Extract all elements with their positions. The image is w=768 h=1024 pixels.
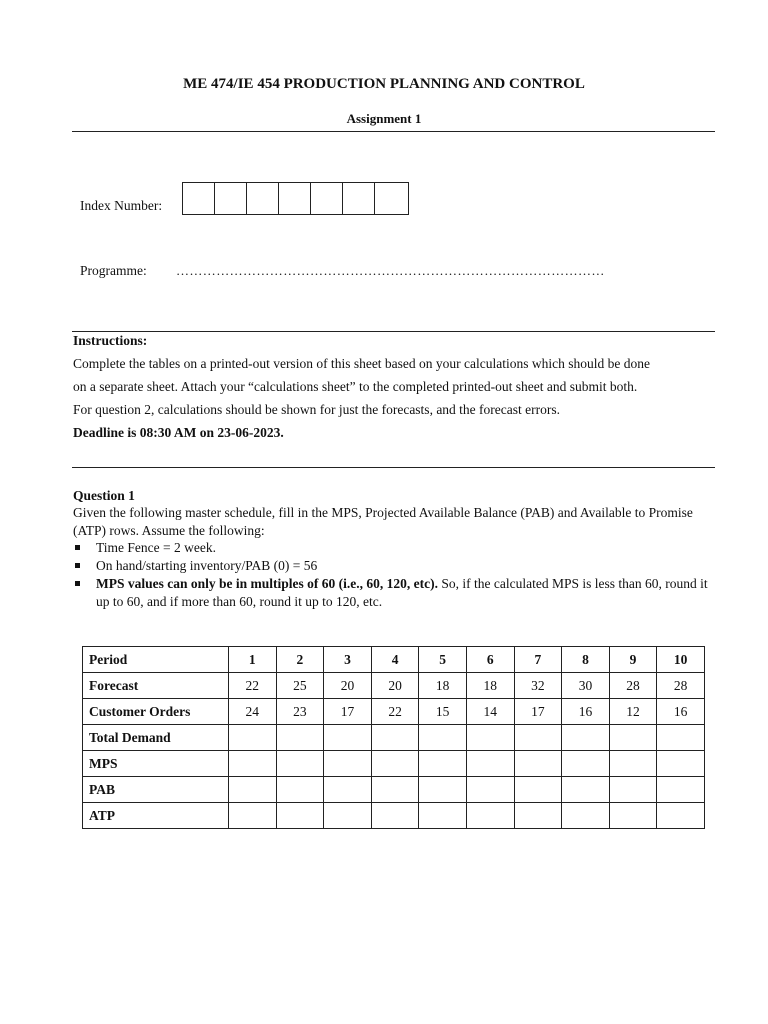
deadline-text: Deadline is 08:30 AM on 23-06-2023. <box>73 425 284 440</box>
mps-rule-bold: MPS values can only be in multiples of 60 (i.e., 60, 120, etc). <box>96 576 438 591</box>
mps-rule-detail: So, if the calculated MPS is less than 60, round it up to 60, and if more than 60, round it up to 120, etc. <box>96 576 708 609</box>
blank-answer-cell[interactable] <box>562 751 610 777</box>
table-cell: 6 <box>466 647 514 673</box>
assumption-item <box>73 575 718 611</box>
blank-answer-cell[interactable] <box>466 777 514 803</box>
index-digit-box[interactable] <box>311 183 343 214</box>
table-cell: 24 <box>229 699 277 725</box>
blank-answer-cell[interactable] <box>609 725 657 751</box>
blank-answer-cell[interactable] <box>419 751 467 777</box>
blank-answer-cell[interactable] <box>562 777 610 803</box>
blank-answer-cell[interactable] <box>324 751 372 777</box>
bullet-square-icon <box>75 563 80 568</box>
blank-answer-cell[interactable] <box>514 803 562 829</box>
blank-answer-cell[interactable] <box>276 725 324 751</box>
table-cell: 14 <box>466 699 514 725</box>
blank-answer-cell[interactable] <box>657 777 705 803</box>
table-row <box>83 647 705 673</box>
table-cell: 16 <box>657 699 705 725</box>
assumption-item: On hand/starting inventory/PAB (0) = 56 <box>73 557 718 575</box>
table-cell: 18 <box>419 673 467 699</box>
table-cell: 3 <box>324 647 372 673</box>
table-cell: 10 <box>657 647 705 673</box>
table-cell: 23 <box>276 699 324 725</box>
index-digit-box[interactable] <box>375 183 408 214</box>
blank-answer-cell[interactable] <box>229 777 277 803</box>
table-cell: 28 <box>657 673 705 699</box>
blank-answer-cell[interactable] <box>276 777 324 803</box>
table-cell: 15 <box>419 699 467 725</box>
bullet-square-icon <box>75 581 80 586</box>
blank-answer-cell[interactable] <box>657 751 705 777</box>
table-cell: 28 <box>609 673 657 699</box>
table-cell: 30 <box>562 673 610 699</box>
table-row <box>83 803 705 829</box>
table-cell: 18 <box>466 673 514 699</box>
blank-answer-cell[interactable] <box>229 751 277 777</box>
blank-answer-cell[interactable] <box>514 725 562 751</box>
blank-answer-cell[interactable] <box>324 725 372 751</box>
table-cell: 17 <box>514 699 562 725</box>
table-cell: 22 <box>229 673 277 699</box>
row-label: Customer Orders <box>83 699 229 725</box>
assumptions-list <box>73 539 718 611</box>
index-number-label: Index Number: <box>80 198 163 213</box>
blank-answer-cell[interactable] <box>514 751 562 777</box>
index-number-boxes <box>182 182 409 215</box>
instructions-line: For question 2, calculations should be shown for just the forecasts, and the forecast errors. <box>73 402 561 417</box>
table-cell: 22 <box>371 699 419 725</box>
table-cell: 5 <box>419 647 467 673</box>
table-cell: 7 <box>514 647 562 673</box>
table-cell: 8 <box>562 647 610 673</box>
blank-answer-cell[interactable] <box>371 777 419 803</box>
blank-answer-cell[interactable] <box>324 777 372 803</box>
table-row <box>83 751 705 777</box>
index-digit-box[interactable] <box>247 183 279 214</box>
blank-answer-cell[interactable] <box>371 751 419 777</box>
table-cell: 2 <box>276 647 324 673</box>
document-title: ME 474/IE 454 PRODUCTION PLANNING AND CONTROL <box>183 76 585 92</box>
table-cell: 25 <box>276 673 324 699</box>
blank-answer-cell[interactable] <box>419 803 467 829</box>
assignment-subtitle: Assignment 1 <box>346 111 422 126</box>
table-row <box>83 777 705 803</box>
blank-answer-cell[interactable] <box>609 777 657 803</box>
bullet-square-icon <box>75 545 80 550</box>
table-row <box>83 725 705 751</box>
blank-answer-cell[interactable] <box>229 725 277 751</box>
instructions-heading: Instructions: <box>73 333 148 348</box>
instructions-line: Complete the tables on a printed-out version of this sheet based on your calculations which should be done <box>73 356 650 371</box>
blank-answer-cell[interactable] <box>657 803 705 829</box>
question-1-intro: Given the following master schedule, fill in the MPS, Projected Available Balance (PAB) and Available to Promise (ATP) rows. Assume the following: <box>73 505 693 538</box>
row-label: ATP <box>83 803 229 829</box>
instructions-line: on a separate sheet. Attach your “calculations sheet” to the completed printed-out sheet and submit both. <box>73 379 638 394</box>
blank-answer-cell[interactable] <box>419 777 467 803</box>
header-divider <box>72 131 715 132</box>
programme-label: Programme: <box>80 263 147 278</box>
blank-answer-cell[interactable] <box>514 777 562 803</box>
table-cell: 4 <box>371 647 419 673</box>
table-cell: 20 <box>371 673 419 699</box>
blank-answer-cell[interactable] <box>562 803 610 829</box>
blank-answer-cell[interactable] <box>466 751 514 777</box>
instructions-top-divider <box>72 331 715 332</box>
blank-answer-cell[interactable] <box>371 725 419 751</box>
blank-answer-cell[interactable] <box>609 803 657 829</box>
blank-answer-cell[interactable] <box>229 803 277 829</box>
blank-answer-cell[interactable] <box>371 803 419 829</box>
index-digit-box[interactable] <box>183 183 215 214</box>
blank-answer-cell[interactable] <box>609 751 657 777</box>
blank-answer-cell[interactable] <box>466 725 514 751</box>
index-digit-box[interactable] <box>343 183 375 214</box>
table-cell: 17 <box>324 699 372 725</box>
assumption-item: Time Fence = 2 week. <box>73 539 718 557</box>
row-label: Forecast <box>83 673 229 699</box>
table-cell: 12 <box>609 699 657 725</box>
instructions-bottom-divider <box>72 467 715 468</box>
table-cell: 20 <box>324 673 372 699</box>
table-cell: 16 <box>562 699 610 725</box>
row-label: Period <box>83 647 229 673</box>
blank-answer-cell[interactable] <box>276 803 324 829</box>
table-cell: 32 <box>514 673 562 699</box>
programme-fill-line: …………………………………………………………………………………… <box>176 263 605 278</box>
blank-answer-cell[interactable] <box>562 725 610 751</box>
blank-answer-cell[interactable] <box>324 803 372 829</box>
row-label: Total Demand <box>83 725 229 751</box>
index-digit-box[interactable] <box>279 183 311 214</box>
blank-answer-cell[interactable] <box>419 725 467 751</box>
row-label: PAB <box>83 777 229 803</box>
blank-answer-cell[interactable] <box>466 803 514 829</box>
row-label: MPS <box>83 751 229 777</box>
table-cell: 9 <box>609 647 657 673</box>
table-row <box>83 699 705 725</box>
question-1-heading: Question 1 <box>73 488 135 503</box>
table-row <box>83 673 705 699</box>
blank-answer-cell[interactable] <box>657 725 705 751</box>
table-cell: 1 <box>229 647 277 673</box>
master-schedule-table <box>82 646 705 829</box>
index-digit-box[interactable] <box>215 183 247 214</box>
blank-answer-cell[interactable] <box>276 751 324 777</box>
